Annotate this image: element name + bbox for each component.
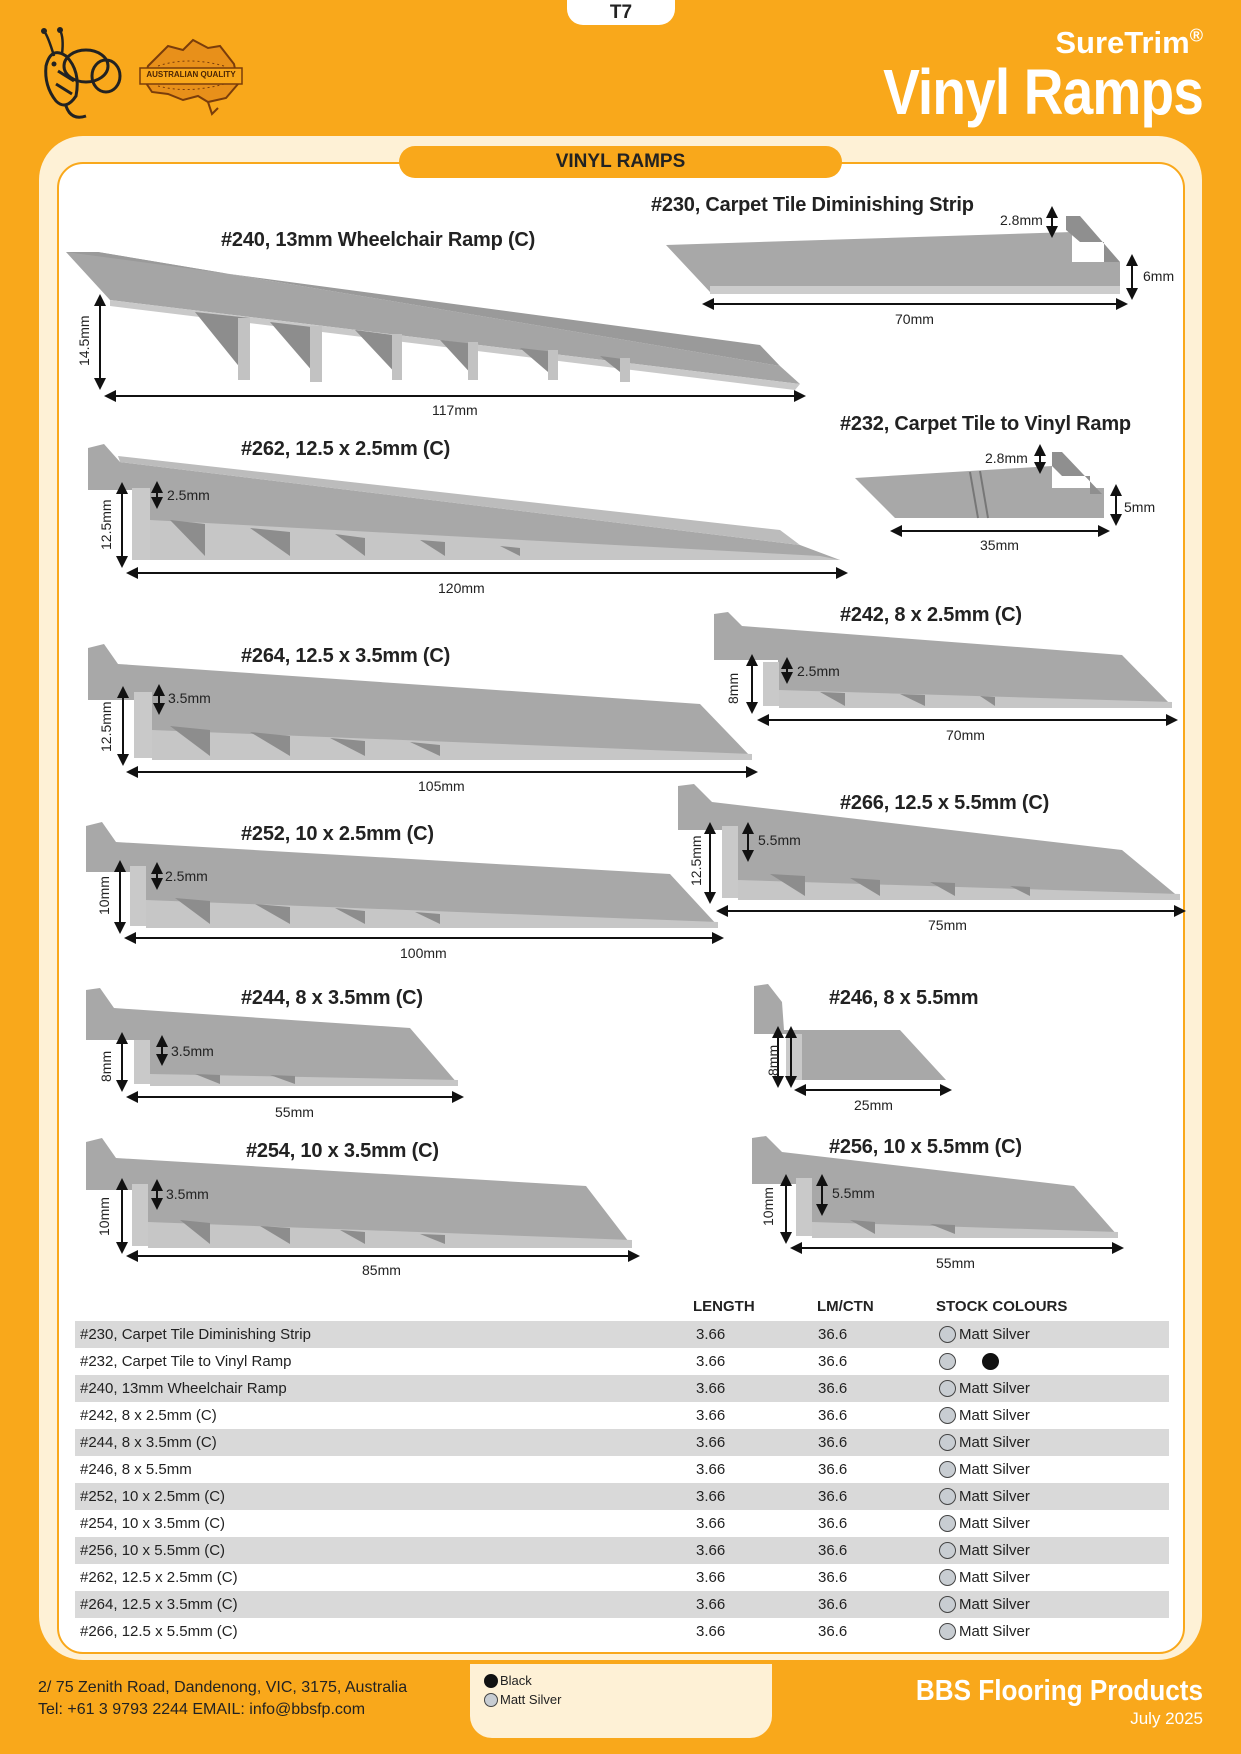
matt-silver-swatch-icon	[939, 1326, 956, 1343]
product-title-252: #252, 10 x 2.5mm (C)	[241, 823, 434, 845]
table-row: #254, 10 x 3.5mm (C) 3.66 36.6 Matt Silver	[80, 1515, 1030, 1532]
product-title-256: #256, 10 x 5.5mm (C)	[829, 1136, 1022, 1158]
matt-silver-swatch-icon	[939, 1461, 956, 1478]
profile-242-drawing	[714, 612, 1172, 720]
black-swatch-icon	[982, 1353, 999, 1370]
table-row: #230, Carpet Tile Diminishing Strip 3.66 36.6 Matt Silver	[75, 1321, 1169, 1348]
dim-262-width: 120mm	[438, 580, 485, 596]
dim-264-step: 3.5mm	[168, 690, 211, 706]
table-row: #262, 12.5 x 2.5mm (C) 3.66 36.6 Matt Silver	[80, 1569, 1030, 1586]
table-row: #246, 8 x 5.5mm 3.66 36.6 Matt Silver	[80, 1461, 1030, 1478]
matt-silver-swatch-icon	[939, 1407, 956, 1424]
dim-252-height: 10mm	[96, 876, 112, 915]
dim-244-step: 3.5mm	[171, 1043, 214, 1059]
dim-262-step: 2.5mm	[167, 487, 210, 503]
dim-246-height: 8mm	[765, 1044, 781, 1076]
table-row: #264, 12.5 x 3.5mm (C) 3.66 36.6 Matt Silver	[75, 1591, 1169, 1618]
dim-242-height: 8mm	[725, 672, 741, 704]
product-title-264: #264, 12.5 x 3.5mm (C)	[241, 645, 451, 667]
dim-252-step: 2.5mm	[165, 868, 208, 884]
dim-262-height: 12.5mm	[98, 499, 114, 550]
table-row: #252, 10 x 2.5mm (C) 3.66 36.6 Matt Silver	[75, 1483, 1169, 1510]
table-row: #256, 10 x 5.5mm (C) 3.66 36.6 Matt Silver	[75, 1537, 1169, 1564]
matt-silver-swatch-icon	[939, 1380, 956, 1397]
brand-subtitle: SureTrim®	[1055, 25, 1203, 60]
product-title-242: #242, 8 x 2.5mm (C)	[840, 604, 1022, 626]
dim-230-side: 6mm	[1143, 268, 1175, 284]
dim-240-width: 117mm	[432, 402, 478, 418]
product-table	[75, 1321, 1169, 1645]
table-row: #266, 12.5 x 5.5mm (C) 3.66 36.6 Matt Silver	[80, 1623, 1030, 1640]
dim-244-width: 55mm	[275, 1104, 314, 1120]
dim-266-height: 12.5mm	[688, 835, 704, 886]
product-title-266: #266, 12.5 x 5.5mm (C)	[840, 792, 1050, 814]
product-title-254: #254, 10 x 3.5mm (C)	[246, 1140, 439, 1162]
dim-246-width: 25mm	[854, 1097, 893, 1113]
company-name: BBS Flooring Products	[915, 1675, 1203, 1707]
australian-quality-text: AUSTRALIAN QUALITY	[146, 70, 236, 79]
product-title-232: #232, Carpet Tile to Vinyl Ramp	[840, 413, 1131, 435]
profile-240-drawing	[66, 252, 800, 396]
product-title-230: #230, Carpet Tile Diminishing Strip	[651, 194, 974, 216]
product-title-240: #240, 13mm Wheelchair Ramp (C)	[221, 229, 536, 251]
dim-242-width: 70mm	[946, 727, 985, 743]
matt-silver-swatch-icon	[939, 1434, 956, 1451]
dim-232-width: 35mm	[980, 537, 1019, 553]
table-row: #244, 8 x 3.5mm (C) 3.66 36.6 Matt Silver	[75, 1429, 1169, 1456]
table-row: #240, 13mm Wheelchair Ramp 3.66 36.6 Matt Silver	[75, 1375, 1169, 1402]
dim-266-width: 75mm	[928, 917, 967, 933]
matt-silver-swatch-icon	[939, 1569, 956, 1586]
dim-266-step: 5.5mm	[758, 832, 801, 848]
dim-230-top: 2.8mm	[1000, 212, 1043, 228]
dim-256-step: 5.5mm	[832, 1185, 875, 1201]
profile-230-drawing	[666, 212, 1132, 304]
publication-date: July 2025	[1130, 1708, 1203, 1728]
column-header-length: LENGTH	[693, 1298, 755, 1315]
section-title: VINYL RAMPS	[399, 146, 842, 178]
dim-254-width: 85mm	[362, 1262, 401, 1278]
column-header-stock-colours: STOCK COLOURS	[936, 1298, 1068, 1315]
matt-silver-swatch-icon	[939, 1353, 956, 1370]
page-tab: T7	[567, 0, 675, 25]
matt-silver-swatch-icon	[939, 1596, 956, 1613]
black-swatch-icon	[484, 1674, 498, 1688]
product-title-244: #244, 8 x 3.5mm (C)	[241, 987, 423, 1009]
matt-silver-swatch-icon	[939, 1623, 956, 1640]
footer-contact	[38, 1677, 407, 1721]
dim-254-step: 3.5mm	[166, 1186, 209, 1202]
table-row: #232, Carpet Tile to Vinyl Ramp 3.66 36.6	[75, 1348, 1169, 1375]
table-row: #242, 8 x 2.5mm (C) 3.66 36.6 Matt Silver	[80, 1407, 1030, 1424]
dim-232-top: 2.8mm	[985, 450, 1028, 466]
product-title-246: #246, 8 x 5.5mm	[829, 987, 979, 1009]
colour-legend: Black Matt Silver	[484, 1671, 561, 1709]
profile-262-drawing	[88, 444, 842, 573]
footer-phone-email: Tel: +61 3 9793 2244 EMAIL: info@bbsfp.com	[38, 1701, 366, 1718]
dim-254-height: 10mm	[96, 1197, 112, 1236]
dim-232-side: 5mm	[1124, 499, 1156, 515]
dim-242-step: 2.5mm	[797, 663, 840, 679]
dim-264-width: 105mm	[418, 778, 465, 794]
dim-244-height: 8mm	[98, 1050, 114, 1082]
column-header-lm-ctn: LM/CTN	[817, 1298, 874, 1315]
page-title: Vinyl Ramps	[883, 56, 1203, 129]
product-title-262: #262, 12.5 x 2.5mm (C)	[241, 438, 451, 460]
dim-230-width: 70mm	[895, 311, 934, 327]
dim-256-width: 55mm	[936, 1255, 975, 1271]
footer-brand	[884, 1676, 1203, 1730]
dim-240-height: 14.5mm	[76, 315, 92, 366]
matt-silver-swatch-icon	[939, 1542, 956, 1559]
dim-252-width: 100mm	[400, 945, 447, 961]
dim-256-height: 10mm	[760, 1187, 776, 1226]
matt-silver-swatch-icon	[939, 1515, 956, 1532]
dim-264-height: 12.5mm	[98, 701, 114, 752]
matt-silver-swatch-icon	[484, 1693, 498, 1707]
footer-address: 2/ 75 Zenith Road, Dandenong, VIC, 3175, Australia	[38, 1679, 408, 1696]
matt-silver-swatch-icon	[939, 1488, 956, 1505]
